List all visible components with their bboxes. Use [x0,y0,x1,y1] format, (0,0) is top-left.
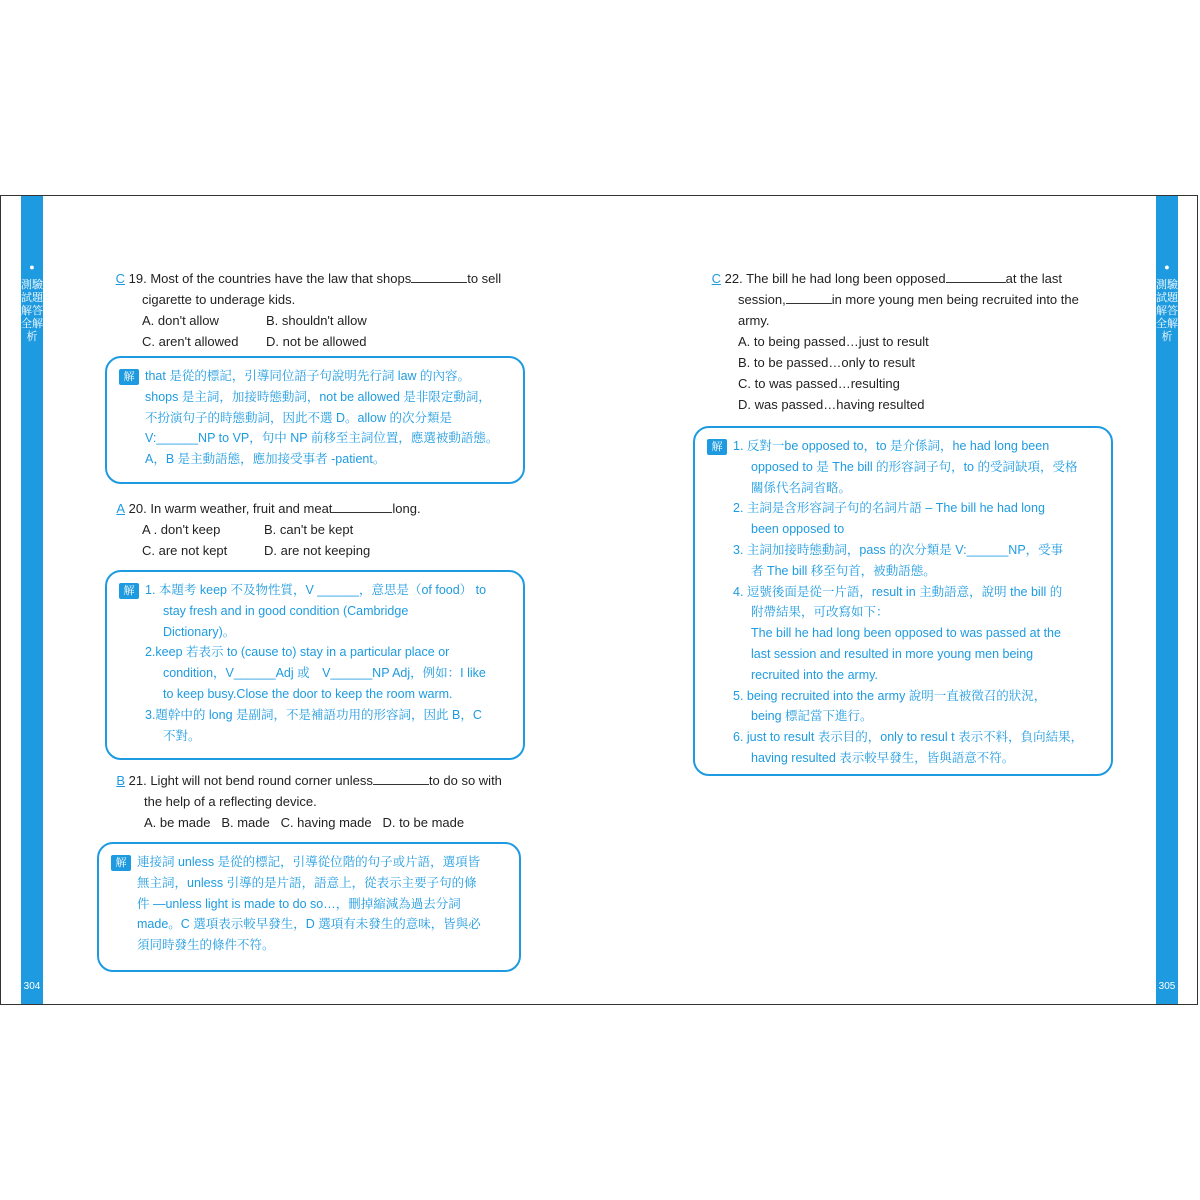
option-c: C. aren't allowed [142,334,239,349]
answer-blank [373,772,429,785]
answer-19: C [115,271,125,286]
option-c: C. to was passed…resulting [738,376,900,391]
left-side-bar [21,196,43,1004]
option-a: A. don't allow [142,313,219,328]
book-spread [0,195,1198,1005]
answer-blank [332,500,392,513]
option-b: B. shouldn't allow [266,313,367,328]
explanation-tag: 解 [119,369,139,385]
question-19: C 19. Most of the countries have the law that shops to sell cigarette to underage kids. A. don't allow B. shouldn't allow C. aren't allowed D. not be allowed [105,268,501,352]
left-page-number: 304 [23,981,41,992]
right-side-bar [1156,196,1178,1004]
question-21: B 21. Light will not bend round corner unless to do so with the help of a reflecting device. A. be made B. made C. having made D. to be made [105,770,502,833]
explanation-tag: 解 [111,855,131,871]
answer-blank [411,270,467,283]
left-side-title: ● 測驗試題解答全解析 [21,262,43,343]
answer-20: A [116,501,125,516]
option-d: D. was passed…having resulted [738,397,925,412]
answer-blank [786,291,832,304]
explanation-tag: 解 [707,439,727,455]
answer-blank [946,270,1006,283]
explanation-20: 解 1. 本題考 keep 不及物性質，V ______，意思是（of food） to stay fresh and in good condition (Cambridge Dictionary)。 2.keep 若表示 to (cause to) stay in a particular place or condition，V______Adj 或 V______NP Adj，例如：I like to keep busy.Close the door to keep the room warm. 3.題幹中的 long 是副詞，不是補語功用的形容詞，因此 B，C 不對。 [105,570,525,760]
option-a: A . don't keep [142,522,221,537]
option-d: D. are not keeping [264,543,371,558]
explanation-22: 解 1. 反對一be opposed to，to 是介係詞，he had long been opposed to 是 The bill 的形容詞子句，to 的受詞缺項，受格 關係代名詞省略。 2. 主詞是含形容詞子句的名詞片語 – The bill he had long been opposed to 3. 主詞加接時態動詞，pass 的次分類是 V:______NP，受事 者 The bill 移至句首，被動語態。 4. 逗號後面是從一片語，result in 主動語意，說明 the bill 的 附帶結果，可改寫如下： The bill he had long been opposed to was passed at the last session and resulted in more young men being recruited into the army. 5. being recruited into the army 說明一直被徵召的狀況， being 標記當下進行。 6. just to result 表示目的，only to resul t 表示不料，負向結果， having resulted 表示較早發生，皆與語意不符。 [693,426,1113,776]
answer-21: B [116,773,125,788]
explanation-21: 解 連接詞 unless 是從的標記，引導從位階的句子或片語，選項皆 無主詞，unless 引導的是片語，語意上，從表示主要子句的條 件 —unless light is made to do so…，刪掉縮減為過去分詞 made。C 選項表示較早發生，D 選項有未發生的意味，皆與必 須同時發生的條件不符。 [97,842,521,972]
question-22: C 22. The bill he had long been opposed at the last session, in more young men being recruited into the army. A. to being passed…just to result B. to be passed…only to result C. to was passed…resulting D. was passed…having resulted [701,268,1079,415]
explanation-19: 解 that 是從的標記，引導同位語子句說明先行詞 law 的內容。 shops 是主詞，加接時態動詞，not be allowed 是非限定動詞， 不扮演句子的時態動詞，因此不選 D。allow 的次分類是 V:______NP to VP，句中 NP 前移至主詞位置，應選被動語態。 A，B 是主動語態，應加接受事者 -patient。 [105,356,525,484]
bullet-icon: ● [1164,262,1170,272]
answer-22: C [711,271,721,286]
option-a: A. to being passed…just to result [738,334,929,349]
option-b: B. to be passed…only to result [738,355,916,370]
right-page-number: 305 [1158,981,1176,992]
right-side-title: ● 測驗試題解答全解析 [1156,262,1178,343]
bullet-icon: ● [29,262,35,272]
option-d: D. not be allowed [266,334,367,349]
option-c: C. are not kept [142,543,228,558]
question-20: A 20. In warm weather, fruit and meat long. A . don't keep B. can't be kept C. are not kept D. are not keeping [105,498,421,561]
explanation-tag: 解 [119,583,139,599]
option-b: B. can't be kept [264,522,354,537]
options-21: A. be made B. made C. having made D. to be made [144,815,465,830]
